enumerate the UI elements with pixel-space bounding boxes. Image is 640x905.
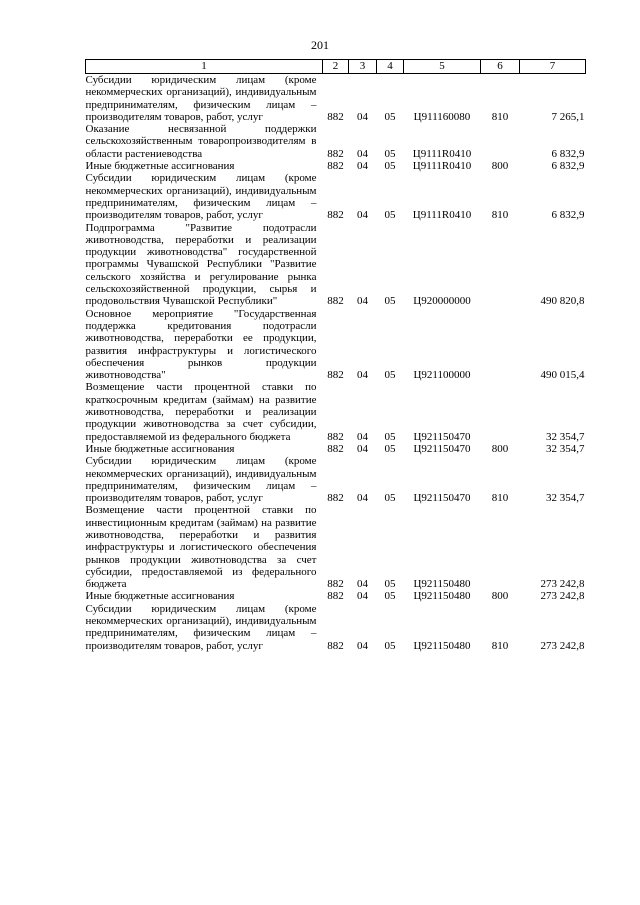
row-subsection-code: 05	[384, 639, 396, 652]
row-expense-type	[481, 123, 520, 160]
row-name: Иные бюджетные ассигнования	[85, 160, 235, 173]
row-ministry-code: 882	[327, 442, 344, 455]
row-expense-type: 800	[491, 442, 509, 455]
row-name: Возмещение части процентной ставки по инвестиционным кредитам (займам) на развитие животноводства, переработки и развития инфраструктуры и логистического обеспечения рынков продукции животноводства за счет субсидии, предоставляемой из федерального бюджета	[85, 504, 317, 591]
table-row	[86, 381, 586, 442]
header-row	[86, 60, 586, 74]
table-row	[86, 455, 586, 504]
row-amount: 490 820,8	[540, 295, 585, 308]
row-name: Возмещение части процентной ставки по краткосрочным кредитам (займам) на развитие животноводства, переработки и реализации продукции животноводства за счет субсидии, предоставляемой из федерального бюджета	[85, 381, 317, 443]
row-ministry-code: 882	[327, 578, 344, 591]
row-name: Иные бюджетные ассигнования	[85, 590, 235, 603]
row-name: Субсидии юридическим лицам (кроме некоммерческих организаций), индивидуальным предпринимателям, физическим лицам – производителям товаров, работ, услуг	[85, 172, 317, 222]
table-row	[86, 443, 586, 455]
column-header-7: 7	[520, 60, 586, 74]
row-target-article: Ц921150470	[413, 430, 471, 443]
row-subsection-code: 05	[384, 295, 396, 308]
row-amount: 6 832,9	[551, 147, 585, 160]
row-amount: 6 832,9	[551, 209, 585, 222]
budget-table	[85, 59, 586, 652]
row-amount: 490 015,4	[540, 369, 585, 382]
table-row	[86, 308, 586, 382]
row-target-article: Ц921100000	[413, 369, 471, 382]
row-expense-type: 800	[491, 590, 509, 603]
row-expense-type	[481, 504, 520, 590]
row-name: Иные бюджетные ассигнования	[85, 442, 235, 455]
row-ministry-code: 882	[327, 295, 344, 308]
row-target-article: Ц921150470	[413, 442, 471, 455]
row-ministry-code: 882	[327, 147, 344, 160]
row-amount: 7 265,1	[551, 110, 585, 123]
row-name: Субсидии юридическим лицам (кроме некоммерческих организаций), индивидуальным предпринимателям, физическим лицам – производителям товаров, работ, услуг	[85, 455, 317, 505]
column-header-5: 5	[404, 60, 481, 74]
row-subsection-code: 05	[384, 492, 396, 505]
row-subsection-code: 05	[384, 369, 396, 382]
row-subsection-code: 05	[384, 578, 396, 591]
row-target-article: Ц921150480	[413, 639, 471, 652]
page-number: 201	[311, 38, 329, 52]
table-row	[86, 160, 586, 172]
row-target-article: Ц921150480	[413, 578, 471, 591]
row-section-code: 04	[357, 590, 368, 603]
row-ministry-code: 882	[327, 430, 344, 443]
row-name: Субсидии юридическим лицам (кроме некоммерческих организаций), индивидуальным предпринимателям, физическим лицам – производителям товаров, работ, услуг	[85, 602, 317, 652]
row-subsection-code: 05	[384, 430, 396, 443]
row-expense-type: 810	[491, 492, 509, 505]
column-header-2: 2	[323, 60, 349, 74]
row-name: Основное мероприятие "Государственная поддержка кредитования подотрасли животноводства, переработки ее продукции, развития инфраструктуры и логистического обеспечения рынков продукции животноводства"	[85, 307, 317, 382]
table-row	[86, 603, 586, 652]
row-section-code: 04	[357, 160, 368, 173]
row-ministry-code: 882	[327, 639, 344, 652]
row-name: Субсидии юридическим лицам (кроме некоммерческих организаций), индивидуальным предпринимателям, физическим лицам – производителям товаров, работ, услуг	[85, 74, 317, 123]
row-expense-type	[481, 381, 520, 442]
row-expense-type: 810	[491, 209, 509, 222]
row-subsection-code: 05	[384, 590, 396, 603]
table-row	[86, 74, 586, 124]
row-expense-type: 810	[491, 639, 509, 652]
row-subsection-code: 05	[384, 160, 396, 173]
row-target-article: Ц911160080	[413, 110, 471, 123]
row-amount: 32 354,7	[546, 492, 585, 505]
column-header-6: 6	[481, 60, 520, 74]
row-section-code: 04	[357, 578, 368, 591]
row-ministry-code: 882	[327, 369, 344, 382]
row-expense-type	[481, 308, 520, 382]
row-subsection-code: 05	[384, 209, 396, 222]
row-subsection-code: 05	[384, 147, 396, 160]
row-target-article: Ц9111R0410	[412, 147, 472, 160]
row-ministry-code: 882	[327, 492, 344, 505]
row-subsection-code: 05	[384, 442, 396, 455]
row-section-code: 04	[357, 110, 368, 123]
row-amount: 6 832,9	[551, 160, 585, 173]
row-section-code: 04	[357, 492, 368, 505]
row-expense-type: 800	[491, 160, 509, 173]
row-section-code: 04	[357, 369, 368, 382]
row-target-article: Ц9111R0410	[412, 160, 472, 173]
row-expense-type: 810	[491, 110, 509, 123]
row-section-code: 04	[357, 209, 368, 222]
row-section-code: 04	[357, 147, 368, 160]
row-amount: 273 242,8	[540, 639, 585, 652]
row-ministry-code: 882	[327, 590, 344, 603]
row-ministry-code: 882	[327, 209, 344, 222]
row-amount: 32 354,7	[546, 430, 585, 443]
column-header-3: 3	[349, 60, 377, 74]
row-name: Оказание несвязанной поддержки сельскохозяйственным товаропроизводителям в области растениеводства	[85, 123, 317, 160]
row-section-code: 04	[357, 295, 368, 308]
column-header-4: 4	[377, 60, 404, 74]
row-target-article: Ц920000000	[413, 295, 471, 308]
row-amount: 273 242,8	[540, 578, 585, 591]
row-ministry-code: 882	[327, 110, 344, 123]
row-expense-type	[481, 222, 520, 308]
row-target-article: Ц9111R0410	[412, 209, 472, 222]
column-header-1: 1	[86, 60, 323, 74]
row-amount: 32 354,7	[546, 442, 585, 455]
row-section-code: 04	[357, 442, 368, 455]
row-amount: 273 242,8	[540, 590, 585, 603]
table-body	[86, 74, 586, 652]
row-subsection-code: 05	[384, 110, 396, 123]
table-row	[86, 123, 586, 160]
table-row	[86, 504, 586, 590]
table-row	[86, 172, 586, 221]
table-row	[86, 590, 586, 602]
row-target-article: Ц921150480	[413, 590, 471, 603]
table-row	[86, 222, 586, 308]
row-section-code: 04	[357, 639, 368, 652]
row-target-article: Ц921150470	[413, 492, 471, 505]
row-ministry-code: 882	[327, 160, 344, 173]
row-section-code: 04	[357, 430, 368, 443]
table-header	[86, 60, 586, 74]
row-name: Подпрограмма "Развитие подотрасли животноводства, переработки и реализации продукции животноводства" государственной программы Чувашской Республики "Развитие сельского хозяйства и регулирование рынка сельскохозяйственной продукции, сырья и продовольствия Чувашской Республики"	[85, 221, 317, 308]
